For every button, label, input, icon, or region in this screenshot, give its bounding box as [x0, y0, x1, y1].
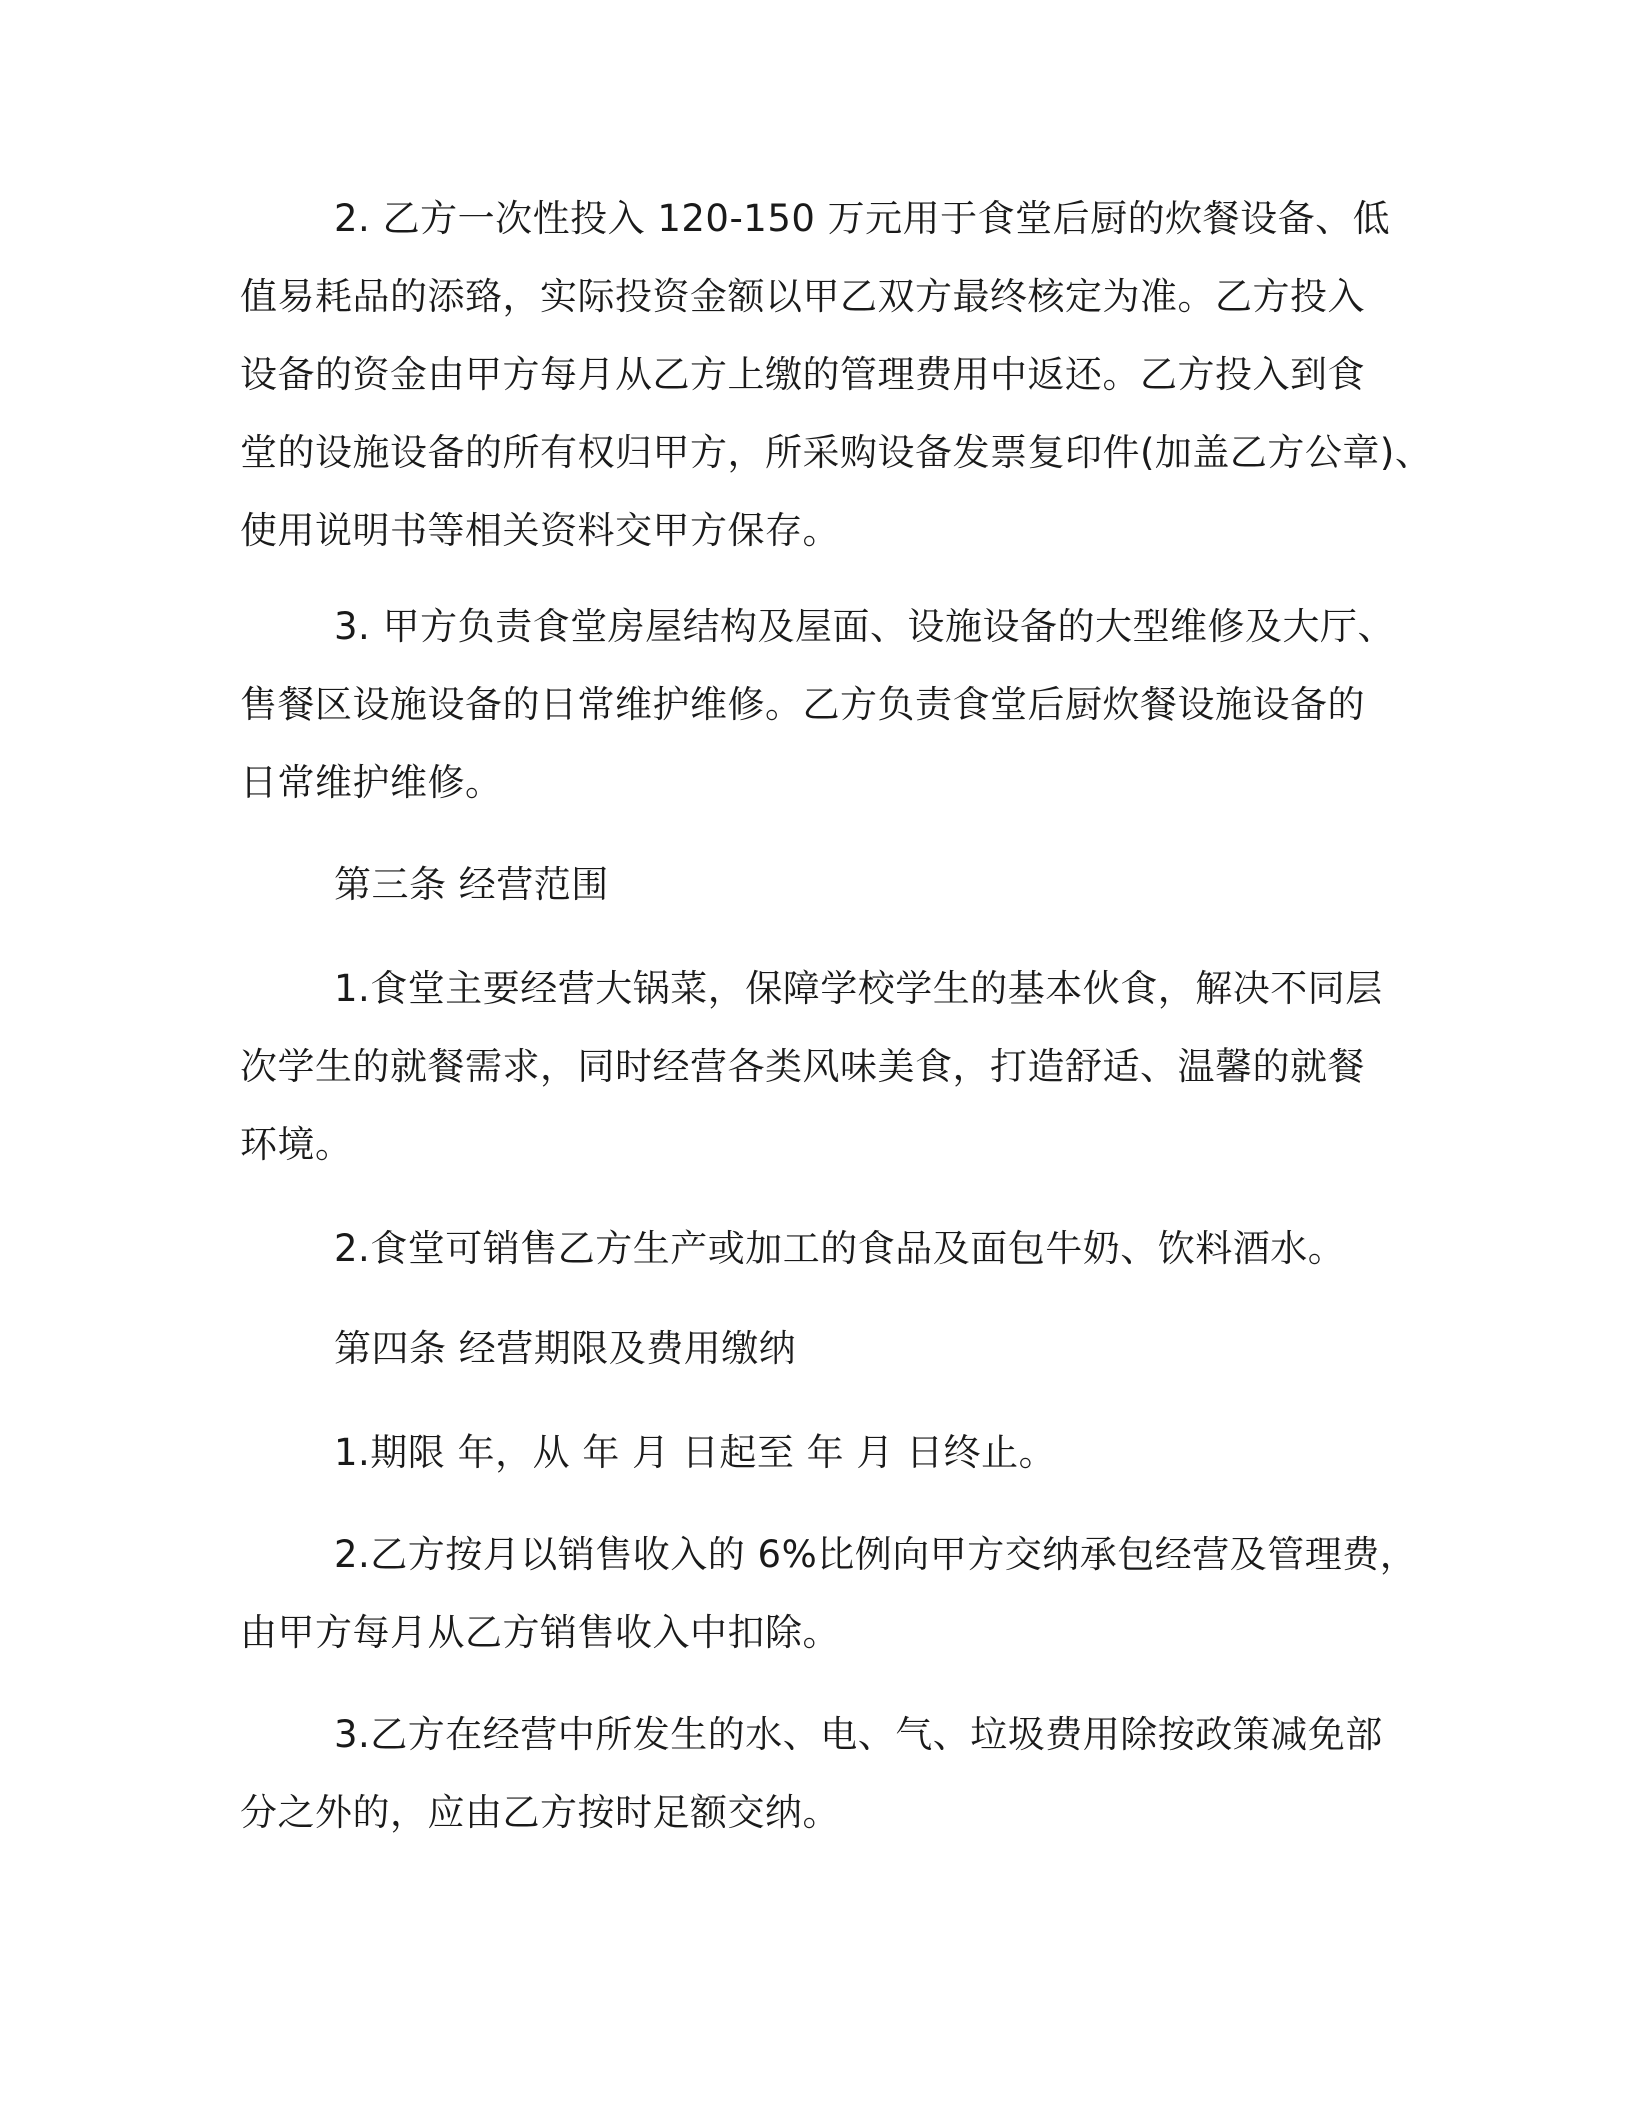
paragraph-scope-2: [240, 1210, 1420, 1288]
text-line: 1.食堂主要经营大锅菜，保障学校学生的基本伙食，解决不同层: [334, 967, 1383, 1010]
text-line: 分之外的，应由乙方按时足额交纳。: [240, 1791, 840, 1834]
text-line: 堂的设施设备的所有权归甲方，所采购设备发票复印件(加盖乙方公章)、: [240, 431, 1433, 474]
text-line: 3. 甲方负责食堂房屋结构及屋面、设施设备的大型维修及大厅、: [334, 605, 1396, 648]
text-line: 由甲方每月从乙方销售收入中扣除。: [240, 1611, 840, 1654]
text-line: 2. 乙方一次性投入 120-150 万元用于食堂后厨的炊餐设备、低: [334, 197, 1391, 240]
text-line: 设备的资金由甲方每月从乙方上缴的管理费用中返还。乙方投入到食: [240, 353, 1365, 396]
paragraph-management-fee: [240, 1516, 1420, 1672]
text-line: 1.期限 年，从 年 月 日起至 年 月 日终止。: [334, 1431, 1057, 1474]
paragraph-maintenance: [240, 588, 1420, 822]
paragraph-equipment-investment: [240, 180, 1433, 570]
text-line: 2.乙方按月以销售收入的 6%比例向甲方交纳承包经营及管理费，: [334, 1533, 1418, 1576]
text-line: 使用说明书等相关资料交甲方保存。: [240, 509, 840, 552]
text-line: 环境。: [240, 1123, 353, 1166]
text-line: 值易耗品的添臵，实际投资金额以甲乙双方最终核定为准。乙方投入: [240, 275, 1365, 318]
paragraph-term: [240, 1414, 1420, 1492]
text-line: 2.食堂可销售乙方生产或加工的食品及面包牛奶、饮料酒水。: [334, 1227, 1346, 1270]
text-line: 次学生的就餐需求，同时经营各类风味美食，打造舒适、温馨的就餐: [240, 1045, 1365, 1088]
text-line: 售餐区设施设备的日常维护维修。乙方负责食堂后厨炊餐设施设备的: [240, 683, 1365, 726]
section-heading-scope: 第三条 经营范围: [334, 863, 609, 906]
paragraph-utilities: [240, 1696, 1420, 1852]
text-line: 日常维护维修。: [240, 761, 503, 804]
text-line: 3.乙方在经营中所发生的水、电、气、垃圾费用除按政策减免部: [334, 1713, 1383, 1756]
paragraph-scope-1: [240, 950, 1420, 1184]
section-heading-term-fees: 第四条 经营期限及费用缴纳: [334, 1327, 797, 1370]
